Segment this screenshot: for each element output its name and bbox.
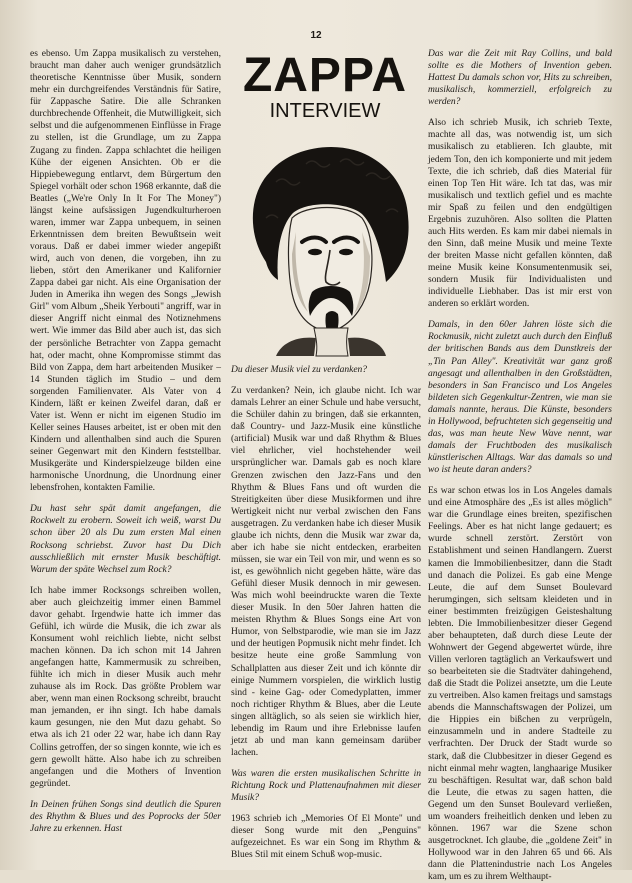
interview-answer: 1963 schrieb ich „Memories Of El Monte" und dieser Song wurde mit den „Penguins" aufgezeichnet. Es war ein Song im Rhythm & Blues Stil mit einem Schuß wop-music. xyxy=(231,814,421,861)
headline-title: ZAPPA xyxy=(242,49,408,102)
left-column xyxy=(30,48,221,864)
interview-answer: Zu verdanken? Nein, ich glaube nicht. Ich war damals Lehrer an einer Schule und habe versucht, die Schüler dahin zu bringen, daß sie erkannten, daß Country- und Jazz-Musik eine künstliche (artificial) Musik war und daß Rhythm & Blues viel ehrlicher, viel hochstehender weil ursprünglicher war. Damals gab es noch klare Grenzen zwischen den Jazz-Fans und den Rhythm & Blues Fans und oft wurden die Streitigkeiten über diese Musikformen und ihre Wertigkeit nicht nur verbal zwischen den Fans ausgetragen. Zu verdanken habe ich dieser Musik glaube ich nichts, denn die Musik war zwar da, aber ich habe sie nicht entdecken, erarbeiten müssen, sie war ein Teil von mir, und wenn es so ist, es gewöhnlich nicht gegeben hätte, wäre das Gefühl dieser Musik dennoch in mir gewesen. Was mich wohl beeindruckte waren die Texte dieser Musik. In den 50er Jahren hatten die meisten Rhythm & Blues Songs eine Art von Humor, von Selbstparodie, wie man sie im Jazz und der heutigen Popmusik nicht mehr findet. Ich besitze heute eine große Sammlung von Schallplatten aus dieser Zeit und ich könnte dir einige Nummern vorspielen, die wirklich lustig sind - keine Gag- oder Comedyplatten, immer noch richtiger Rhythm & Blues, aber die Leute singen alltäglich, so als seien sie wirklich hier, lebendig im Raum und ihre Erlebnisse laufen jetzt ab und man kann gemeinsam darüber lachen. xyxy=(231,386,421,758)
headline-subtitle: INTERVIEW xyxy=(269,100,381,122)
interview-question: Du dieser Musik viel zu verdanken? xyxy=(231,365,368,375)
interview-question: Was waren die ersten musikalischen Schritte in Richtung Rock und Plattenaufnahmen mit dieser Musik? xyxy=(231,769,421,804)
interview-question: Damals, in den 60er Jahren löste sich die Rockmusik, nicht zuletzt auch durch den Einfluß der britischen Bands aus dem Dunstkreis der „Tin Pan Alley". Kreativität war ganz groß angesagt und allenthalben in den Großstädten, besonders in San Francisco und Los Angeles bildeten sich Gegenkultur-Zentren, wie man sie damals nannte, heraus. Die Künste, besonders in Hollywood, befruchteten sich gegenseitig und das, was man heute New Wave nennt, war damals der Fruchtboden des musikalisch künstlerischen Alltags. War das damals so und wo ist heute daran anders? xyxy=(428,320,612,476)
interview-question: Das war die Zeit mit Ray Collins, und bald sollte es die Mothers of Invention geben. Hattest Du damals schon vor, Hits zu schreiben, musikalisch, kommerziell, erfolgreich zu werden? xyxy=(428,49,612,108)
interview-answer: Es war schon etwas los in Los Angeles damals und eine Atmosphäre des „Es ist alles möglich" war die Grundlage eines breiten, spezifischen Feelings. Aber es hat nicht lange gedauert; es wurde schnell zerstört. Zerstört von Establishment und seinen Handlangern. Zuerst kamen die Immobilienbesitzer, dann die Stadt und danach die Polizei. Es gab eine Menge Leute, die auf dem Sunset Boulevard herumgingen, sich seltsam kleideten und in einer bestimmten freizügigen Geisteshaltung lebten. Die Immobilienbesitzer dieser Gegend aber behaupteten, daß durch diese Leute der Wohnwert der Gegend abgewertet würde, ihre Villen verloren tagtäglich an Verkaufswert und so bearbeiteten sie die Stadtväter dahingehend, daß die Stadt die Polizei ansetzte, um die Leute zu vertreiben. Also kamen freitags und samstags abends die Mannschaftswagen der Polizei, um die Hippies ein bißchen zu verprügeln, einzusammeln und in andere Stadteile zu verfrachten. Der Druck der Stadt wurde so stark, daß die Clubbesitzer in dieser Gegend es nicht einmal mehr wagten, langhaarige Musiker zu beschäftigen. Resultat war, daß schon bald die Leute, die etwas zu sagen hatten, die Gegend um den Sunset Boulevard verließen, um woanders freiheitlich denken und leben zu können. 1967 war die Szene schon ausgetrocknet. Ich glaube, die „goldene Zeit" in Hollywood war in den Jahren 65 und 66. Als dann die Plattenindustrie nach Los Angeles kam, um es zu ihrem Welthaupt- xyxy=(428,486,612,883)
interview-answer: Ich habe immer Rocksongs schreiben wollen, aber auch gleichzeitig immer einen Bammel davor gehabt. Irgendwie hatte ich immer das Gefühl, ich würde die Musik, die ich zwar als Konsument wohl reichlich liebte, nicht selbst machen können. Da ich schon mit 14 Jahren angefangen hatte, Kammermusik zu schreiben, fühlte ich mich in dieser Musik auch mehr zuhause als im Rock. Das größte Problem war aber, wenn man einen Rocksong schreibt, braucht man jemanden, er ihn singt. Ich habe damals kaum gesungen, nie den Mut dazu gehabt. So etwa als ich 21 oder 22 war, habe ich dann Ray Collins getroffen, der so singen konnte, wie ich es gern gewollt hätte. Also habe ich zu schreiben angefangen und die Mothers of Invention gegründet. xyxy=(30,585,221,789)
portrait-illustration xyxy=(236,142,418,356)
right-column xyxy=(428,48,612,883)
middle-column xyxy=(231,364,421,864)
masthead xyxy=(232,49,418,122)
interview-answer: Also ich schrieb Musik, ich schrieb Texte, machte all das, was notwendig ist, um sich musikalisch zu etablieren. Ich glaubte, mit jedem Ton, den ich komponierte und mit jedem Texte, die ich schrieb, daß dies Material für einen Top Ten Hit wäre. Ich tat das, was mir musikalisch und textlich gefiel und es machte mir Spaß zu feilen und den endgültigen Ergebnis zuzuhören. Also sollten die Platten auch Hits werden. Es kam mir dabei niemals in den Sinn, daß meine Musik und meine Texte der breiten Masse nicht gefallen könnten, daß meine Musik keine Konsumentenmusik sei, sondern Musik für Individualisten und individuelle Liebhaber. Das ist mir erst von anderen so erklärt worden. xyxy=(428,118,612,310)
portrait-drawing xyxy=(236,142,418,356)
interview-question: In Deinen frühen Songs sind deutlich die Spuren des Rhythm & Blues und des Poprocks der 50er Jahre zu erkennen. Hast xyxy=(30,799,221,834)
page-number: 12 xyxy=(310,30,322,41)
interview-answer: es ebenso. Um Zappa musikalisch zu verstehen, braucht man daher auch weniger grundsätzlich theoretische Kenntnisse über Musik, sondern mehr ein durchgreifendes Verständnis für Satire, für Zappasche Satire. Die alle Schranken durchbrechende Offenheit, die Mutwilligkeit, sich selbst und die aufgenommenen Einflüsse in Frage zu stellen, ist die Grundlage, um zu Zappa Zugang zu finden. Zappa schlachtet die heiligen Kühe der eigenen Ansichten. Ob er die Hippiebewegung entlarvt, dem Bürgertum den Spiegel vorhält oder schon 1968 erkannte, daß die Beatles („We're Only In It For The Money") längst keine aufsässigen Jugendkulturheroen waren, immer war Zappa unbequem, in seinen Erkenntnissen dem breiten Bewußtsein weit voraus. Daß er dabei immer wieder angepißt wird, auch von denen, die vorgeben, ihn zu lieben, stört den Amerikaner und Kalifornier Zappa dabei gar nicht. Als eine Organisation der Juden in Amerika ihn wegen des Songs „Jewish Girl" vom Album „Sheik Yerbouti" angriff, war in dieser Angriff nicht einmal des Notiznehmens wert. Wie immer das Bild aber auch ist, das sich der persönliche Betrachter von Zappa gemacht hat, oder macht, ohne Kompromisse stimmt das Bild von Zappa, dem hart arbeitenden Musiker – 14 Stunden täglich im Studio – und dem sorgenden Familienvater. Als Vater von 4 Kindern, läßt er keinen Zweifel daran, daß er Vater ist. Wenn er nicht im eigenen Studio im Keller seines Hauses arbeitet, ist er oben mit den Kindern und allenthalben sind auch die Spuren seiner Gegenwart mit den Kindern feststellbar. Musikgeräte und Kinderspielzeuge bilden eine harmonische Unordnung, die Unordnung einer lebensfrohen, kontakten Familie. xyxy=(30,49,221,494)
interview-question: Du hast sehr spät damit angefangen, die Rockwelt zu erobern. Soweit ich weiß, warst Du schon über 20 als Du zum ersten Mal einen Rocksong schriebst. Zuvor hast Du Dich ausschließlich mit ernster Musik beschäftigt. Warum der späte Wechsel zum Rock? xyxy=(30,504,221,575)
